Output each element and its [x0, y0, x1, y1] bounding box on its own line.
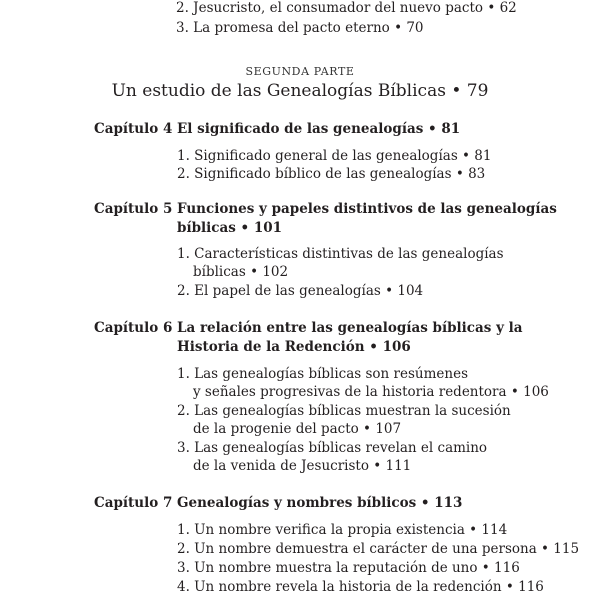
toc-item: 4. Un nombre revela la historia de la redención • 116	[177, 579, 544, 595]
chapter-title: bíblicas • 101	[177, 220, 283, 236]
toc-item: 2. Significado bíblico de las genealogías • 83	[177, 166, 486, 182]
toc-item: 1. Significado general de las genealogías • 81	[177, 148, 492, 164]
toc-item: 1. Las genealogías bíblicas son resúmenes	[177, 366, 469, 382]
chapter-label: Capítulo 4	[94, 121, 173, 137]
toc-item: 3. Las genealogías bíblicas revelan el camino	[177, 440, 488, 456]
toc-item: 1. Un nombre verifica la propia existencia • 114	[177, 522, 508, 538]
chapter-title: Funciones y papeles distintivos de las genealogías	[177, 201, 557, 217]
toc-item: bíblicas • 102	[193, 264, 289, 280]
chapter-title: Genealogías y nombres bíblicos • 113	[177, 495, 463, 511]
chapter-title: La relación entre las genealogías bíblicas y la	[177, 320, 523, 336]
toc-item: 2. Un nombre demuestra el carácter de una persona • 115	[177, 541, 580, 557]
toc-item: 2. El papel de las genealogías • 104	[177, 283, 424, 299]
chapter-title: Historia de la Redención • 106	[177, 339, 411, 355]
part-label: SEGUNDA PARTE	[245, 65, 355, 78]
toc-item: 1. Características distintivas de las genealogías	[177, 246, 504, 262]
part-title: Un estudio de las Genealogías Bíblicas • 79	[111, 81, 489, 101]
chapter-label: Capítulo 6	[94, 320, 173, 336]
toc-item: 2. Jesucristo, el consumador del nuevo pacto • 62	[176, 0, 517, 16]
toc-item: de la progenie del pacto • 107	[193, 421, 402, 437]
toc-item: 2. Las genealogías bíblicas muestran la sucesión	[177, 403, 511, 419]
chapter-label: Capítulo 5	[94, 201, 173, 217]
toc-item: y señales progresivas de la historia redentora • 106	[193, 384, 549, 400]
toc-item: 3. Un nombre muestra la reputación de uno • 116	[177, 560, 520, 576]
toc-item: de la venida de Jesucristo • 111	[193, 458, 412, 474]
toc-item: 3. La promesa del pacto eterno • 70	[176, 20, 424, 36]
chapter-label: Capítulo 7	[94, 495, 173, 511]
chapter-title: El significado de las genealogías • 81	[177, 121, 461, 137]
